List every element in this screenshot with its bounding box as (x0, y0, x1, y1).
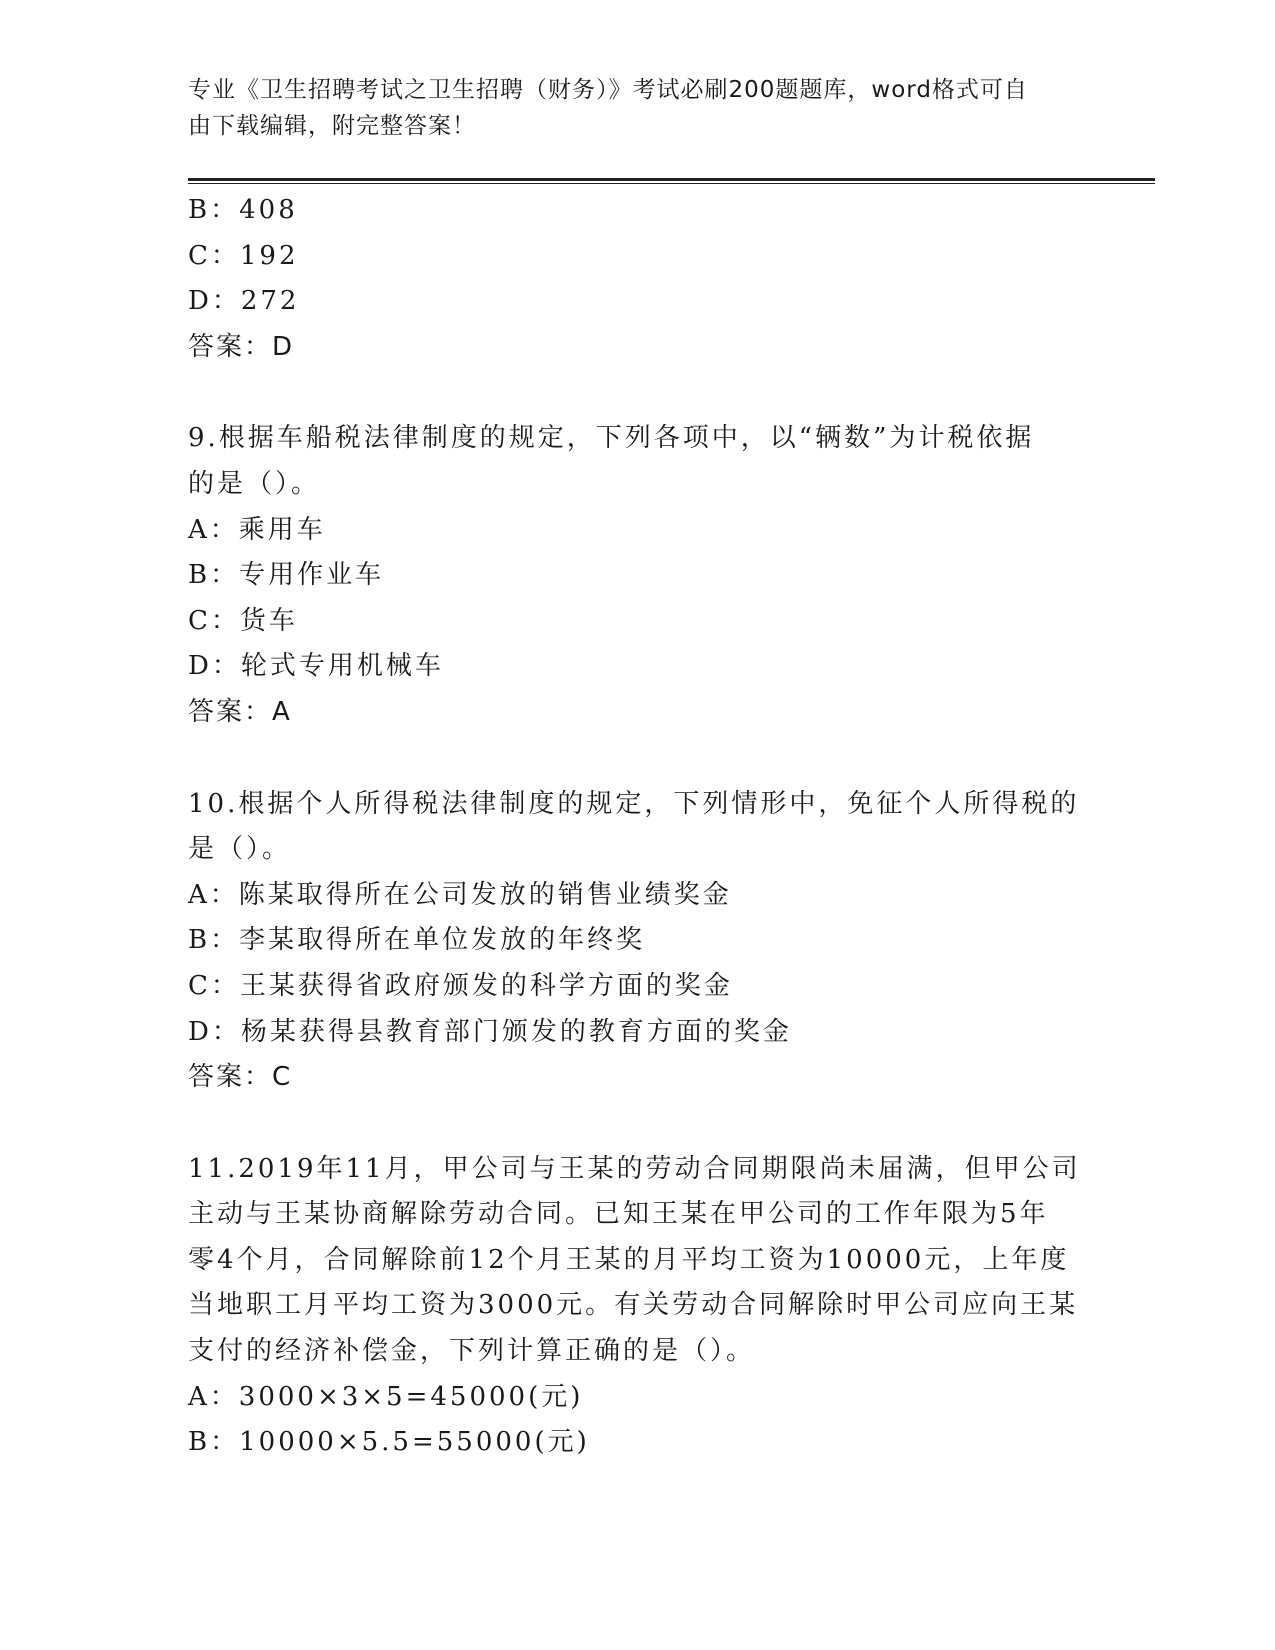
option-line: B：10000×5.5=55000(元) (188, 1427, 590, 1458)
header-line-2: 由下载编辑，附完整答案！ (188, 113, 476, 139)
question-text-line: 主动与王某协商解除劳动合同。已知王某在甲公司的工作年限为5年 (188, 1199, 1049, 1230)
option-line: D：轮式专用机械车 (188, 651, 444, 682)
option-line: C：192 (188, 240, 299, 271)
question-text-line: 11.2019年11月，甲公司与王某的劳动合同期限尚未届满，但甲公司 (188, 1153, 1081, 1184)
option-line: C：货车 (188, 605, 298, 636)
page-header (188, 72, 1068, 144)
option-line: A：乘用车 (188, 514, 326, 545)
option-line: B：李某取得所在单位发放的年终奖 (188, 925, 646, 956)
question-block-9 (188, 416, 1088, 735)
answer-line: 答案：A (188, 696, 292, 727)
question-text-line: 是（）。 (188, 834, 292, 865)
question-text-line: 支付的经济补偿金，下列计算正确的是（）。 (188, 1336, 756, 1367)
question-text-line: 零4个月，合同解除前12个月王某的月平均工资为10000元，上年度 (188, 1244, 1070, 1275)
question-text-line: 10.根据个人所得税法律制度的规定，下列情形中，免征个人所得税的 (188, 788, 1080, 819)
header-rule-thick (188, 178, 1155, 181)
option-line: C：王某获得省政府颁发的科学方面的奖金 (188, 970, 733, 1001)
question-text-line: 9.根据车船税法律制度的规定，下列各项中，以“辆数”为计税依据 (188, 423, 1035, 454)
question-block-11 (188, 1147, 1088, 1466)
option-line: D：272 (188, 286, 300, 317)
answer-line: 答案：C (188, 1062, 293, 1093)
question-block-10 (188, 782, 1088, 1101)
option-line: B：408 (188, 195, 298, 225)
option-line: A：陈某取得所在公司发放的销售业绩奖金 (188, 879, 732, 910)
header-line-1: 专业《卫生招聘考试之卫生招聘（财务）》考试必刷200题题库，word格式可自 (188, 77, 1028, 103)
question-text-line: 的是（）。 (188, 468, 321, 499)
option-line: D：杨某获得县教育部门颁发的教育方面的奖金 (188, 1016, 792, 1047)
question-block-8 (188, 188, 1088, 370)
question-text-line: 当地职工月平均工资为3000元。有关劳动合同解除时甲公司应向王某 (188, 1290, 1079, 1321)
answer-line: 答案：D (188, 331, 295, 362)
option-line: A：3000×3×5=45000(元) (188, 1381, 584, 1412)
option-line: B：专用作业车 (188, 560, 385, 591)
header-rule-thin (188, 183, 1155, 184)
question-list (188, 188, 1088, 1466)
